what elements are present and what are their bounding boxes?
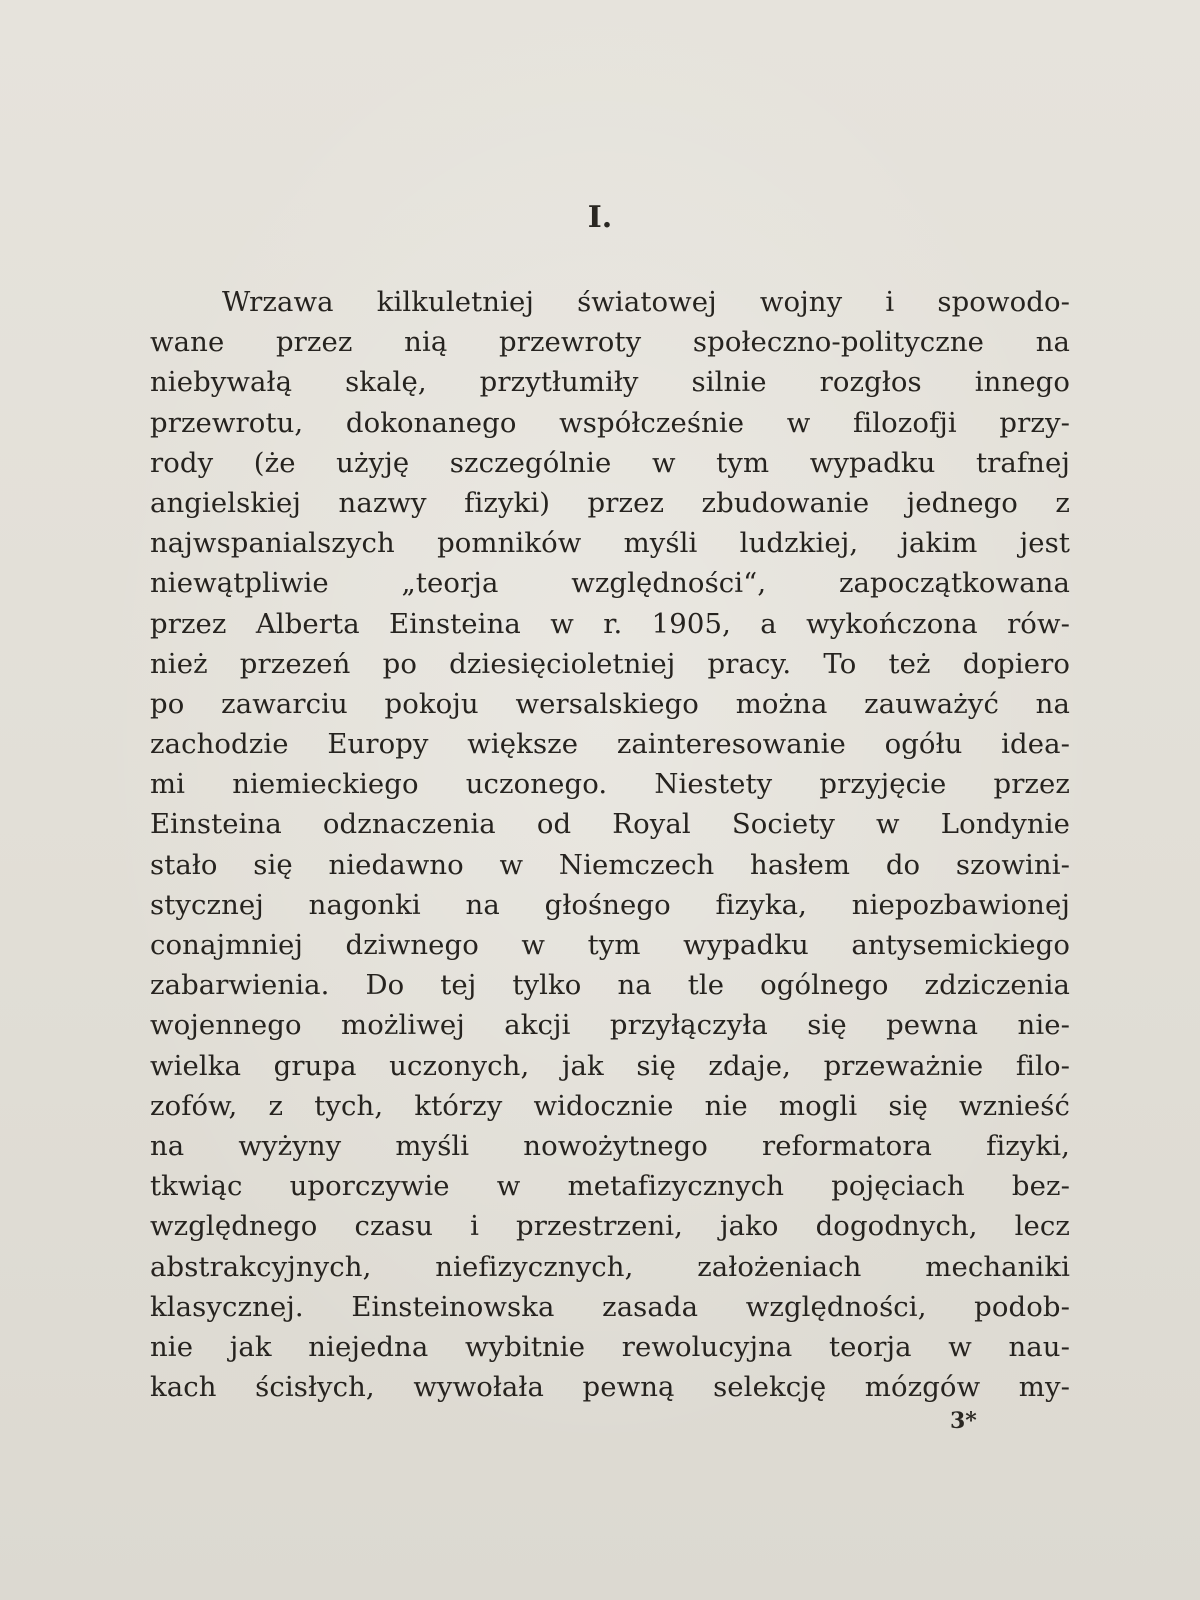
text-line: stało się niedawno w Niemczech hasłem do szowini-	[150, 848, 1070, 881]
text-line: względnego czasu i przestrzeni, jako dogodnych, lecz	[150, 1210, 1070, 1243]
text-line: niewątpliwie „teorja względności“, zapoczątkowana	[150, 567, 1070, 600]
text-line: wojennego możliwej akcji przyłączyła się pewna nie-	[150, 1009, 1070, 1042]
signature-mark: 3*	[950, 1408, 977, 1434]
text-line: angielskiej nazwy fizyki) przez zbudowanie jednego z	[150, 486, 1070, 519]
text-line: zachodzie Europy większe zainteresowanie ogółu idea-	[150, 728, 1070, 761]
text-line: wane przez nią przewroty społeczno-polityczne na	[150, 326, 1070, 359]
text-line: wielka grupa uczonych, jak się zdaje, przeważnie filo-	[150, 1049, 1070, 1082]
text-line: stycznej nagonki na głośnego fizyka, niepozbawionej	[150, 888, 1070, 921]
text-line: na wyżyny myśli nowożytnego reformatora fizyki,	[150, 1129, 1070, 1162]
text-line: klasycznej. Einsteinowska zasada względności, podob-	[150, 1290, 1070, 1323]
body-paragraph	[150, 282, 1070, 1407]
text-line: mi niemieckiego uczonego. Niestety przyjęcie przez	[150, 768, 1070, 801]
text-line: conajmniej dziwnego w tym wypadku antysemickiego	[150, 929, 1070, 961]
text-line: Einsteina odznaczenia od Royal Society w Londynie	[150, 808, 1070, 841]
text-line: rody (że użyję szczególnie w tym wypadku trafnej	[150, 446, 1070, 479]
text-line: przewrotu, dokonanego współcześnie w filozofji przy-	[150, 406, 1070, 439]
text-line: nież przezeń po dziesięcioletniej pracy. To też dopiero	[150, 647, 1070, 680]
text-line: niebywałą skalę, przytłumiły silnie rozgłos innego	[150, 366, 1070, 399]
text-line: nie jak niejedna wybitnie rewolucyjna teorja w nau-	[150, 1330, 1070, 1363]
chapter-number: I.	[587, 200, 613, 235]
text-line: abstrakcyjnych, niefizycznych, założeniach mechaniki	[150, 1250, 1070, 1283]
text-line: najwspanialszych pomników myśli ludzkiej, jakim jest	[150, 527, 1070, 560]
text-line: zabarwienia. Do tej tylko na tle ogólnego zdziczenia	[150, 969, 1070, 1002]
text-line: po zawarciu pokoju wersalskiego można zauważyć na	[150, 687, 1070, 720]
text-line: tkwiąc uporczywie w metafizycznych pojęciach bez-	[150, 1170, 1070, 1203]
text-line: Wrzawa kilkuletniej światowej wojny i spowodo-	[222, 286, 1070, 318]
text-line: zofów, z tych, którzy widocznie nie mogli się wznieść	[150, 1089, 1070, 1122]
text-line: przez Alberta Einsteina w r. 1905, a wykończona rów-	[150, 607, 1070, 640]
text-line: kach ścisłych, wywołała pewną selekcję mózgów my-	[150, 1371, 1070, 1404]
